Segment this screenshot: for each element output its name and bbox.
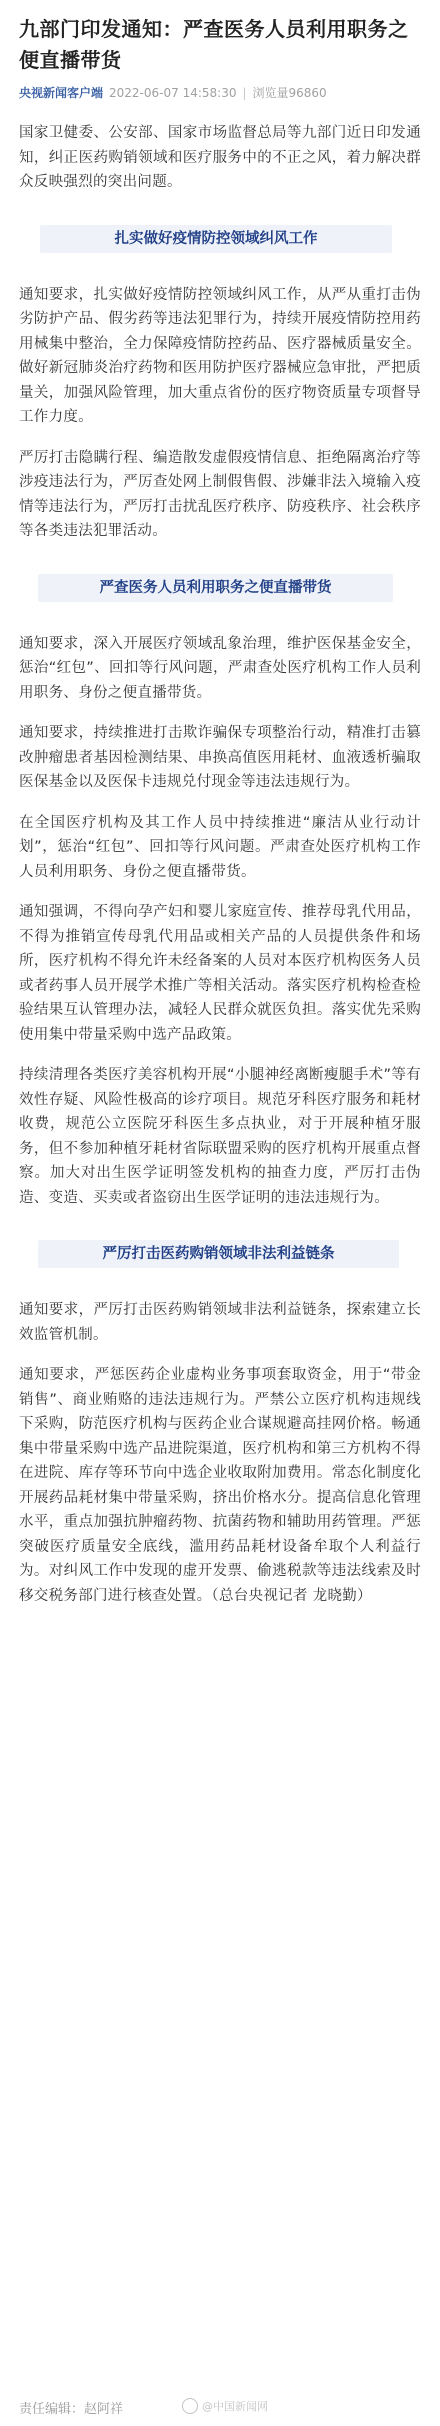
section-heading: 扎实做好疫情防控领域纠风工作	[40, 225, 392, 253]
paragraph: 通知要求，深入开展医疗领域乱象治理，维护医保基金安全，惩治“红包”、回扣等行风问题，严肃查处医疗机构工作人员利用职务、身份之便直播带货。	[19, 635, 421, 701]
article-title: 九部门印发通知：严查医务人员利用职务之便直播带货	[19, 17, 409, 72]
paragraph: 在全国医疗机构及其工作人员中持续推进“廉洁从业行动计划”，惩治“红包”、回扣等行风问题。严肃查处医疗机构工作人员利用职务、身份之便直播带货。	[19, 814, 421, 880]
paragraph: 通知强调，不得向孕产妇和婴儿家庭宣传、推荐母乳代用品，不得为推销宣传母乳代用品或相关产品的人员提供条件和场所，医疗机构不得允许未经备案的人员对本医疗机构医务人员或者药事人员开展学术推广等相关活动。落实医疗机构检查检验结果互认管理办法，减轻人民群众就医负担。落实优先采购使用集中带量采购中选产品政策。	[19, 904, 421, 1043]
paragraph: 通知要求，严厉打击医药购销领域非法利益链条，探索建立长效监管机制。	[19, 1302, 421, 1343]
paragraph: 持续清理各类医疗美容机构开展“小腿神经离断瘦腿手术”等有效性存疑、风险性极高的诊疗项目。规范牙科医疗服务和耗材收费，规范公立医院牙科医生多点执业，对于开展种植牙服务，但不参加种植牙耗材省际联盟采购的医疗机构开展重点督察。加大对出生医学证明签发机构的抽查力度，严厉打击伪造、变造、买卖或者盗窃出生医学证明的违法违规行为。	[19, 1067, 421, 1206]
section-heading: 严查医务人员利用职务之便直播带货	[38, 574, 393, 602]
paragraph: 严厉打击隐瞒行程、编造散发虚假疫情信息、拒绝隔离治疗等涉疫违法行为，严厉查处网上制假售假、涉嫌非法入境输入疫情等违法行为，严厉打击扰乱医疗秩序、防疫秩序、社会秩序等各类违法犯罪活动。	[19, 449, 421, 539]
editor-credit: 责任编辑：赵阿祥	[19, 2402, 124, 2417]
section-heading: 严厉打击医药购销领域非法利益链条	[38, 1240, 399, 1268]
paragraph: 通知要求，扎实做好疫情防控领域纠风工作，从严从重打击伪劣防护产品、假劣药等违法犯罪行为，持续开展疫情防控用药用械集中整治，全力保障疫情防控药品、医疗器械质量安全。做好新冠肺炎治疗药物和医用防护医疗器械应急审批，严把质量关，加强风险管理，加大重点省份的医疗物资质量专项督导工作力度。	[19, 286, 421, 425]
weibo-logo-icon	[182, 2398, 198, 2414]
meta-divider: |	[242, 86, 247, 100]
watermark-text: @中国新闻网	[202, 2400, 268, 2413]
article-date: 2022-06-07 14:58:30	[109, 86, 237, 100]
article-body	[19, 121, 421, 1608]
article-meta	[19, 85, 421, 101]
watermark	[182, 2398, 268, 2414]
article-source[interactable]: 央视新闻客户端	[19, 86, 104, 100]
paragraph: 通知要求，持续推进打击欺诈骗保专项整治行动，精准打击篡改肿瘤患者基因检测结果、串换高值医用耗材、血液透析骗取医保基金以及医保卡违规兑付现金等违法违规行为。	[19, 725, 421, 790]
paragraph: 通知要求，严惩医药企业虚构业务事项套取资金，用于“带金销售”、商业贿赂的违法违规行为。严禁公立医疗机构违规线下采购，防范医疗机构与医药企业合谋规避高挂网价格。畅通集中带量采购中选产品进院渠道，医疗机构和第三方机构不得在进院、库存等环节向中选企业收取附加费用。常态化制度化开展药品耗材集中带量采购，挤出价格水分。提高信息化管理水平，重点加强抗肿瘤药物、抗菌药物和辅助用药管理。严惩突破医疗质量安全底线，滥用药品耗材设备牟取个人利益行为。对纠风工作中发现的虚开发票、偷逃税款等违法线索及时移交税务部门进行核查处置。（总台央视记者 龙晓勤）	[19, 1367, 421, 1604]
article-views: 浏览量96860	[252, 86, 327, 100]
intro-paragraph: 国家卫健委、公安部、国家市场监督总局等九部门近日印发通知，纠正医药购销领域和医疗服务中的不正之风，着力解决群众反映强烈的突出问题。	[19, 125, 421, 190]
